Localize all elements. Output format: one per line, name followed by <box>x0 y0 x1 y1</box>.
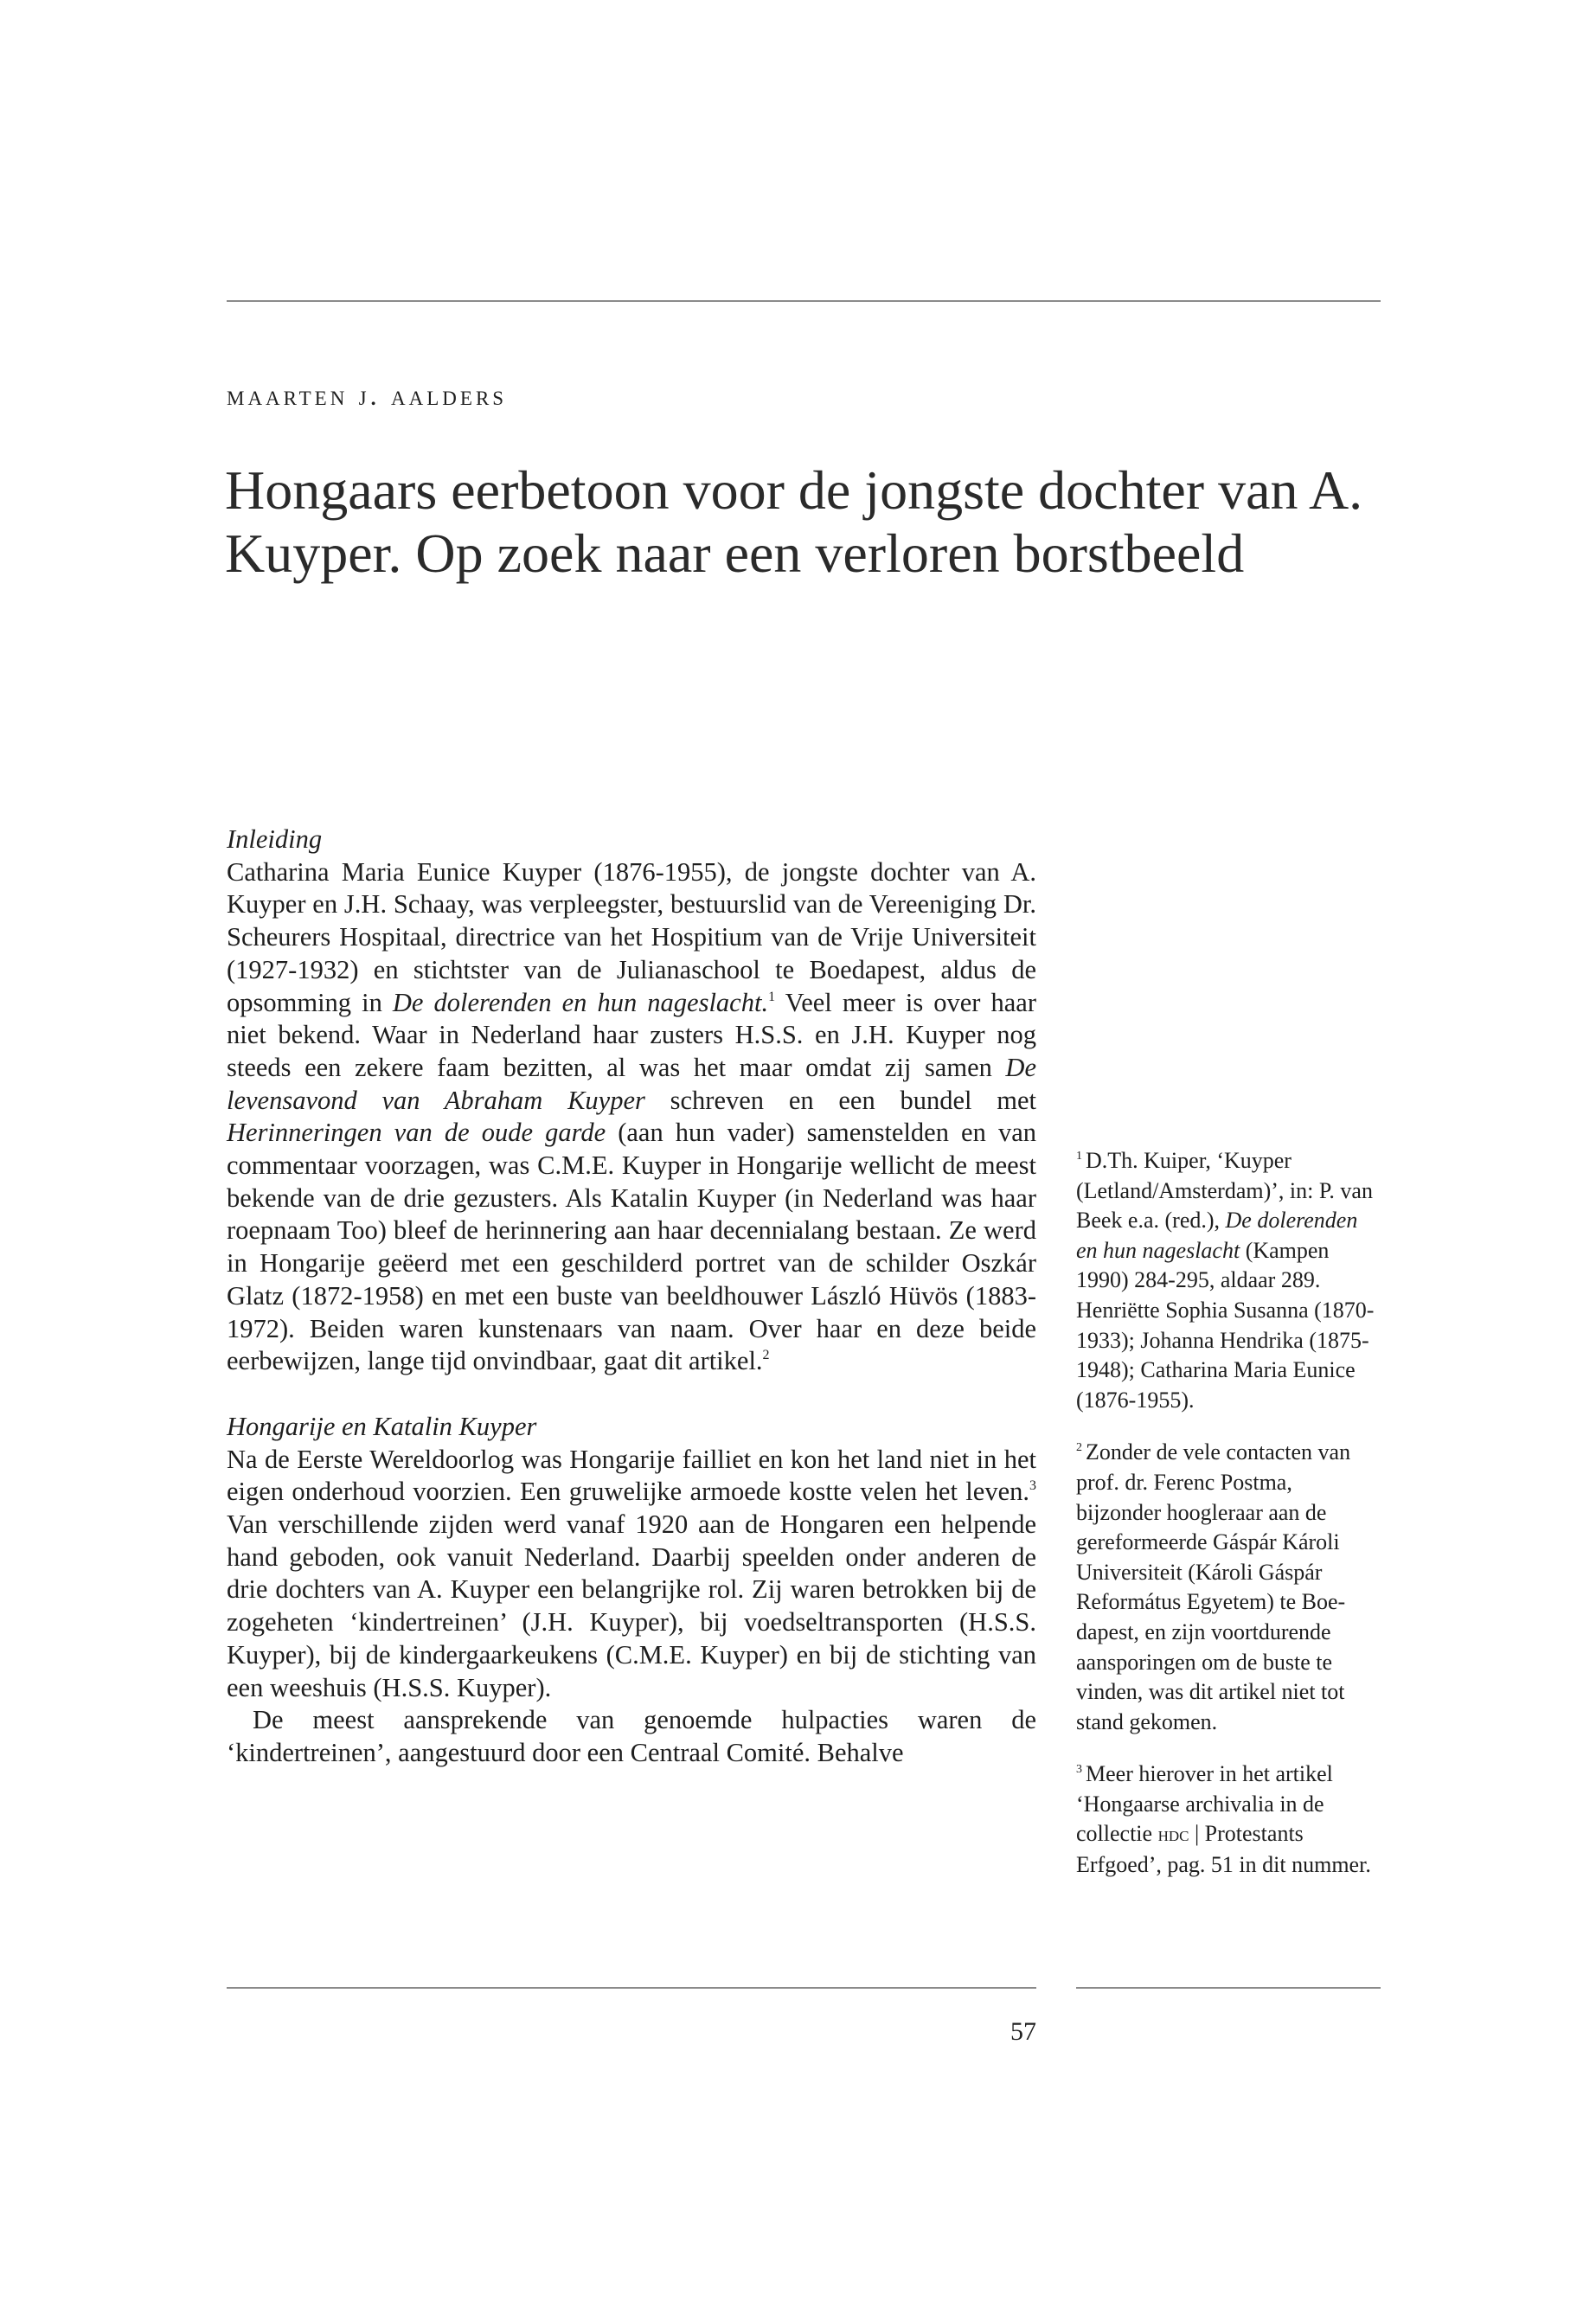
footnote-ref-2[interactable]: 2 <box>762 1348 770 1363</box>
book-title: De levensavond van Abraham Kuyper <box>227 1052 1036 1115</box>
author-name: maarten j. aalders <box>227 381 508 412</box>
footnote-3: $^3$ Meer hierover in het artikel ‘Hongaarse archivalia in de collectie hdc | Protestants Erfgoed’, pag. 51 in dit nummer. <box>1076 1761 1371 1878</box>
bottom-rule-notes <box>1076 1987 1381 1989</box>
footnote-1: $^1$ D.Th. Kuiper, ‘Kuyper (Letland/Amsterdam)’, in: P. van Beek e.a. (red.), De dolerenden en hun nageslacht (Kampen 1990) 284-295, aldaar 289. Henriëtte Sophia Susanna (1870-1933); Johanna Hendrika (1875-1948); Catharina Maria Eunice (1876-1955). <box>1076 1148 1375 1413</box>
book-title: De dolerenden en hun nageslacht. <box>392 987 769 1017</box>
paragraph-inleiding: Catharina Maria Eunice Kuyper (1876-1955), de jongste dochter van A. Kuyper en J.H. Schaay, was verpleegster, bestuurslid van de Vereeniging Dr. Scheurers Hospitaal, directrice van het Hospitium van de Vrije Universiteit (1927-1932) en stichtster van de Julianaschool te Boedapest, aldus de opsomming in De dolerenden en hun nageslacht.$^1$ Veel meer is over haar niet bekend. Waar in Nederland haar zusters H.S.S. en J.H. Kuyper nog steeds een zekere faam bezitten, al was het maar omdat zij samen De levensavond van Abraham Kuyper schreven en een bundel met Herinneringen van de oude garde (aan hun vader) samenstelden en van commentaar voorzagen, was C.M.E. Kuyper in Hongarije wellicht de meest bekende van de drie gezusters. Als Katalin Kuyper (in Nederland was haar roepnaam Too) bleef de herinnering aan haar decennialang bestaan. Ze werd in Hongarije geëerd met een geschilderd portret van de schilder Oszkár Glatz (1872-1958) en met een buste van beeldhouwer László Hüvös (1883-1972). Beiden waren kunstenaars van naam. Over haar en deze beide eerbewijzen, lange tijd onvindbaar, gaat dit artikel.$^2$ <box>227 856 1036 1376</box>
footnote-2: $^2$ Zonder de vele contacten van prof. dr. Ferenc Postma, bijzonder hoogleraar aan de gereformeerde Gáspár Károli Universiteit (Károli Gáspár Református Egyetem) te Boedapest, en zijn voortdurende aansporingen om de buste te vinden, was dit artikel niet tot stand gekomen. <box>1076 1439 1351 1734</box>
article-title: Hongaars eerbetoon voor de jongste dochter van A. Kuyper. Op zoek naar een verloren borstbeeld <box>225 459 1363 584</box>
paragraph-hongarije-2: De meest aansprekende van genoemde hulpacties waren de ‘kindertreinen’, aangestuurd door een Centraal Comité. Behalve <box>227 1705 1036 1767</box>
top-rule <box>227 300 1381 302</box>
page-number: 57 <box>1010 2017 1036 2046</box>
footnote-ref-3[interactable]: 3 <box>1029 1478 1036 1494</box>
book-title: Herinneringen van de oude garde <box>227 1118 606 1148</box>
bottom-rule-main <box>227 1987 1036 1989</box>
footnotes-column <box>1076 1146 1381 1903</box>
section-heading-inleiding: Inleiding <box>227 824 323 854</box>
main-column <box>227 824 1036 1770</box>
section-heading-hongarije: Hongarije en Katalin Kuyper <box>227 1411 537 1441</box>
footnote-ref-1[interactable]: 1 <box>768 989 776 1004</box>
paragraph-hongarije-1: Na de Eerste Wereldoorlog was Hongarije failliet en kon het land niet in het eigen onderhoud voorzien. Een gruwelijke armoede kostte velen het leven.$^3$ Van verschillende zijden werd vanaf 1920 aan de Hongaren een helpende hand geboden, ook vanuit Nederland. Daarbij speelden onder anderen de drie dochters van A. Kuyper een belangrijke rol. Zij waren betrokken bij de zogeheten ‘kindertreinen’ (J.H. Kuyper), bij voedseltransporten (H.S.S. Kuyper), bij de kindergaarkeukens (C.M.E. Kuyper) en bij de stichting van een weeshuis (H.S.S. Kuyper). <box>227 1444 1036 1702</box>
